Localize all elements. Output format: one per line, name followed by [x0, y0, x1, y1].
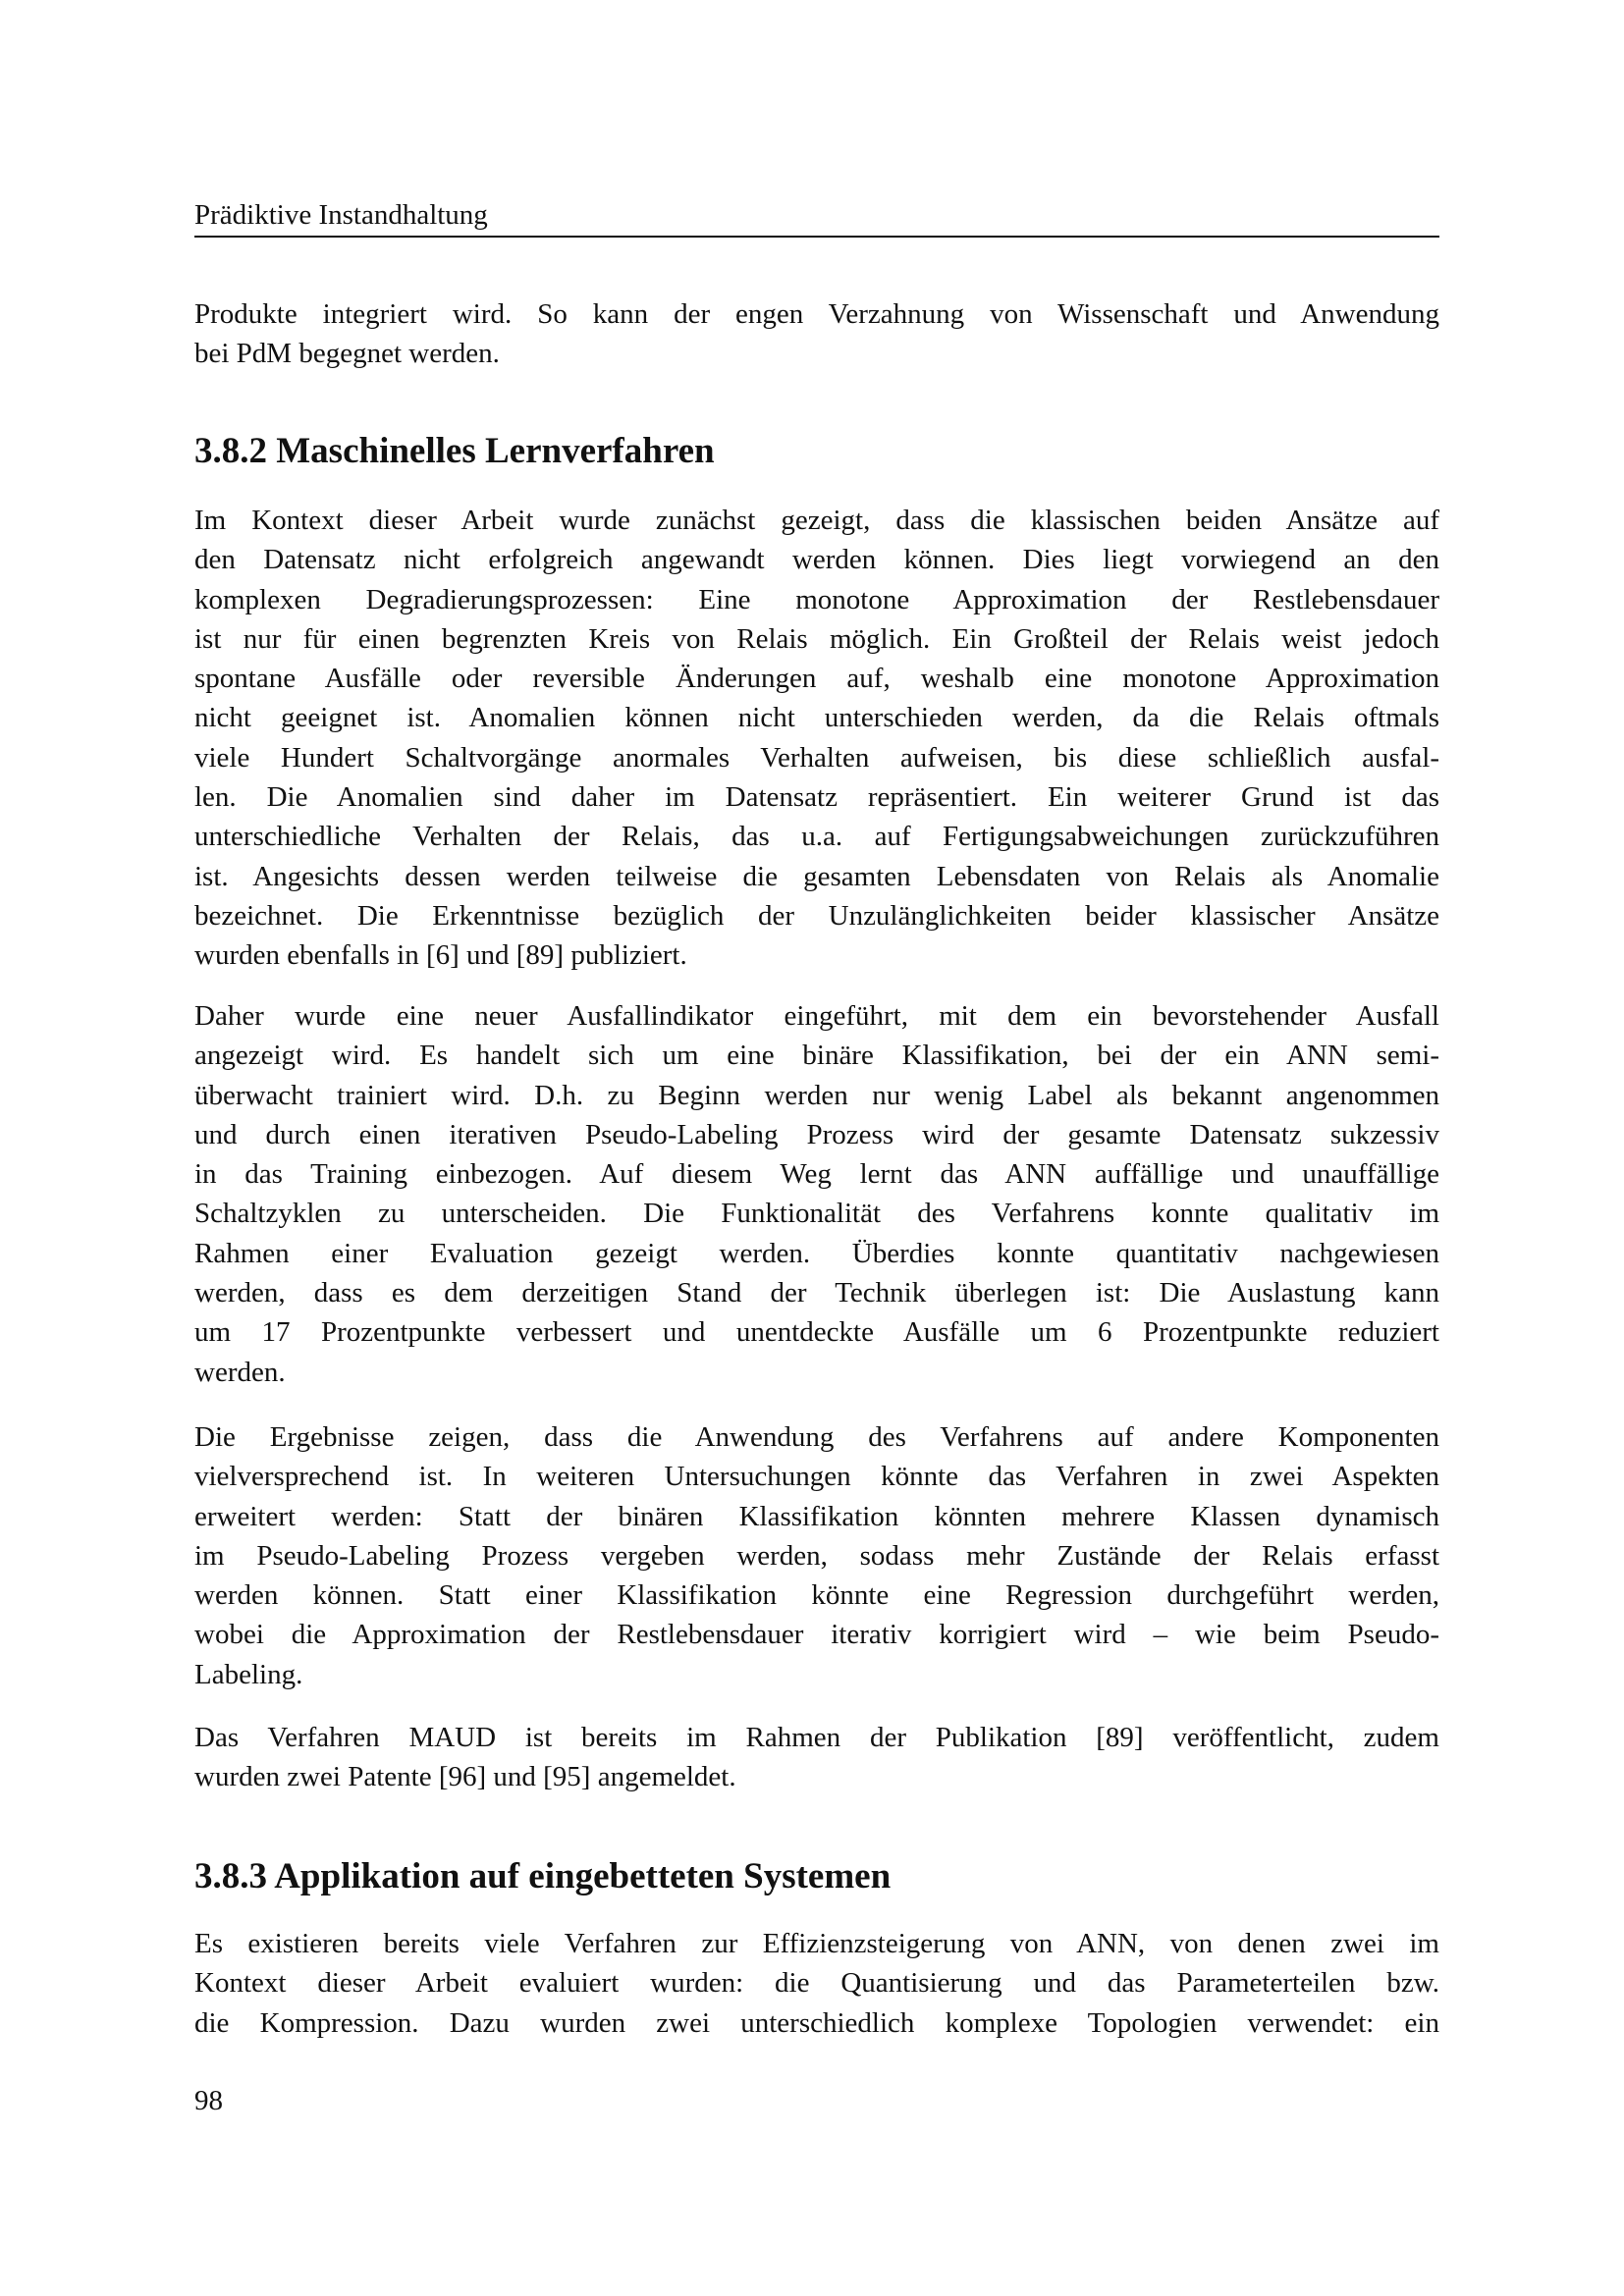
text-line: angezeigt wird. Es handelt sich um eine binäre Klassifikation, bei der ein ANN semi- — [194, 1040, 1439, 1072]
text-line: viele Hundert Schaltvorgänge anormales Verhalten aufweisen, bis diese schließlich ausfal- — [194, 741, 1439, 774]
section-heading-3-8-2: 3.8.2 Maschinelles Lernverfahren — [194, 431, 715, 471]
text-line: überwacht trainiert wird. D.h. zu Beginn werden nur wenig Label als bekannt angenommen — [194, 1079, 1439, 1111]
text-line: wobei die Approximation der Restlebensdauer iterativ korrigiert wird – wie beim Pseudo- — [194, 1619, 1439, 1651]
text-line: len. Die Anomalien sind daher im Datensatz repräsentiert. Ein weiterer Grund ist das — [194, 781, 1439, 814]
page-number: 98 — [194, 2085, 223, 2116]
paragraph — [194, 1924, 1439, 2043]
text-line: Die Ergebnisse zeigen, dass die Anwendung des Verfahrens auf andere Komponenten — [194, 1421, 1439, 1453]
text-line: Rahmen einer Evaluation gezeigt werden. Überdies konnte quantitativ nachgewiesen — [194, 1237, 1439, 1269]
text-line: komplexen Degradierungsprozessen: Eine monotone Approximation der Restlebensdauer — [194, 583, 1439, 615]
text-line: bezeichnet. Die Erkenntnisse bezüglich der Unzulänglichkeiten beider klassischer Ansätze — [194, 899, 1439, 932]
text-line: wurden ebenfalls in [6] und [89] publiziert. — [194, 939, 687, 972]
text-line: Produkte integriert wird. So kann der engen Verzahnung von Wissenschaft und Anwendung — [194, 298, 1439, 330]
text-line: Kontext dieser Arbeit evaluiert wurden: die Quantisierung und das Parameterteilen bzw. — [194, 1967, 1439, 2000]
text-line: Daher wurde eine neuer Ausfallindikator eingeführt, mit dem ein bevorstehender Ausfall — [194, 1000, 1439, 1032]
text-line: Im Kontext dieser Arbeit wurde zunächst gezeigt, dass die klassischen beiden Ansätze auf — [194, 505, 1439, 536]
text-line: ist nur für einen begrenzten Kreis von Relais möglich. Ein Großteil der Relais weist jedoch — [194, 622, 1439, 655]
text-line: werden, dass es dem derzeitigen Stand der Technik überlegen ist: Die Auslastung kann — [194, 1277, 1439, 1309]
text-line: im Pseudo-Labeling Prozess vergeben werden, sodass mehr Zustände der Relais erfasst — [194, 1539, 1439, 1572]
paragraph — [194, 501, 1439, 976]
running-header: Prädiktive Instandhaltung — [194, 199, 488, 231]
section-heading-3-8-3: 3.8.3 Applikation auf eingebetteten Systemen — [194, 1856, 892, 1896]
text-line: Schaltzyklen zu unterscheiden. Die Funktionalität des Verfahrens konnte qualitativ im — [194, 1198, 1439, 1230]
text-line: Labeling. — [194, 1658, 303, 1690]
text-line: erweitert werden: Statt der binären Klassifikation könnten mehrere Klassen dynamisch — [194, 1500, 1439, 1532]
paragraph — [194, 294, 1439, 374]
text-line: nicht geeignet ist. Anomalien können nicht unterschieden werden, da die Relais oftmals — [194, 702, 1439, 734]
text-line: wurden zwei Patente [96] und [95] angemeldet. — [194, 1761, 736, 1793]
text-line: die Kompression. Dazu wurden zwei unterschiedlich komplexe Topologien verwendet: ein — [194, 2006, 1439, 2039]
paragraph — [194, 1417, 1439, 1694]
text-line: vielversprechend ist. In weiteren Untersuchungen könnte das Verfahren in zwei Aspekten — [194, 1461, 1439, 1493]
header-rule — [194, 236, 1439, 238]
text-line: unterschiedliche Verhalten der Relais, das u.a. auf Fertigungsabweichungen zurückzuführen — [194, 821, 1439, 853]
text-line: werden. — [194, 1356, 286, 1388]
text-line: spontane Ausfälle oder reversible Änderungen auf, weshalb eine monotone Approximation — [194, 663, 1439, 695]
text-line: um 17 Prozentpunkte verbessert und unentdeckte Ausfälle um 6 Prozentpunkte reduziert — [194, 1316, 1439, 1349]
text-line: Es existieren bereits viele Verfahren zur Effizienzsteigerung von ANN, von denen zwei im — [194, 1928, 1439, 1959]
text-line: werden können. Statt einer Klassifikation könnte eine Regression durchgeführt werden, — [194, 1579, 1439, 1612]
text-line: Das Verfahren MAUD ist bereits im Rahmen der Publikation [89] veröffentlicht, zudem — [194, 1722, 1439, 1753]
text-line: in das Training einbezogen. Auf diesem Weg lernt das ANN auffällige und unauffällige — [194, 1158, 1439, 1191]
paragraph — [194, 996, 1439, 1392]
text-line: ist. Angesichts dessen werden teilweise die gesamten Lebensdaten von Relais als Anomalie — [194, 860, 1439, 892]
text-line: den Datensatz nicht erfolgreich angewandt werden können. Dies liegt vorwiegend an den — [194, 544, 1439, 576]
text-line: bei PdM begegnet werden. — [194, 338, 500, 370]
text-line: und durch einen iterativen Pseudo-Labeling Prozess wird der gesamte Datensatz sukzessiv — [194, 1118, 1439, 1150]
paragraph — [194, 1718, 1439, 1797]
